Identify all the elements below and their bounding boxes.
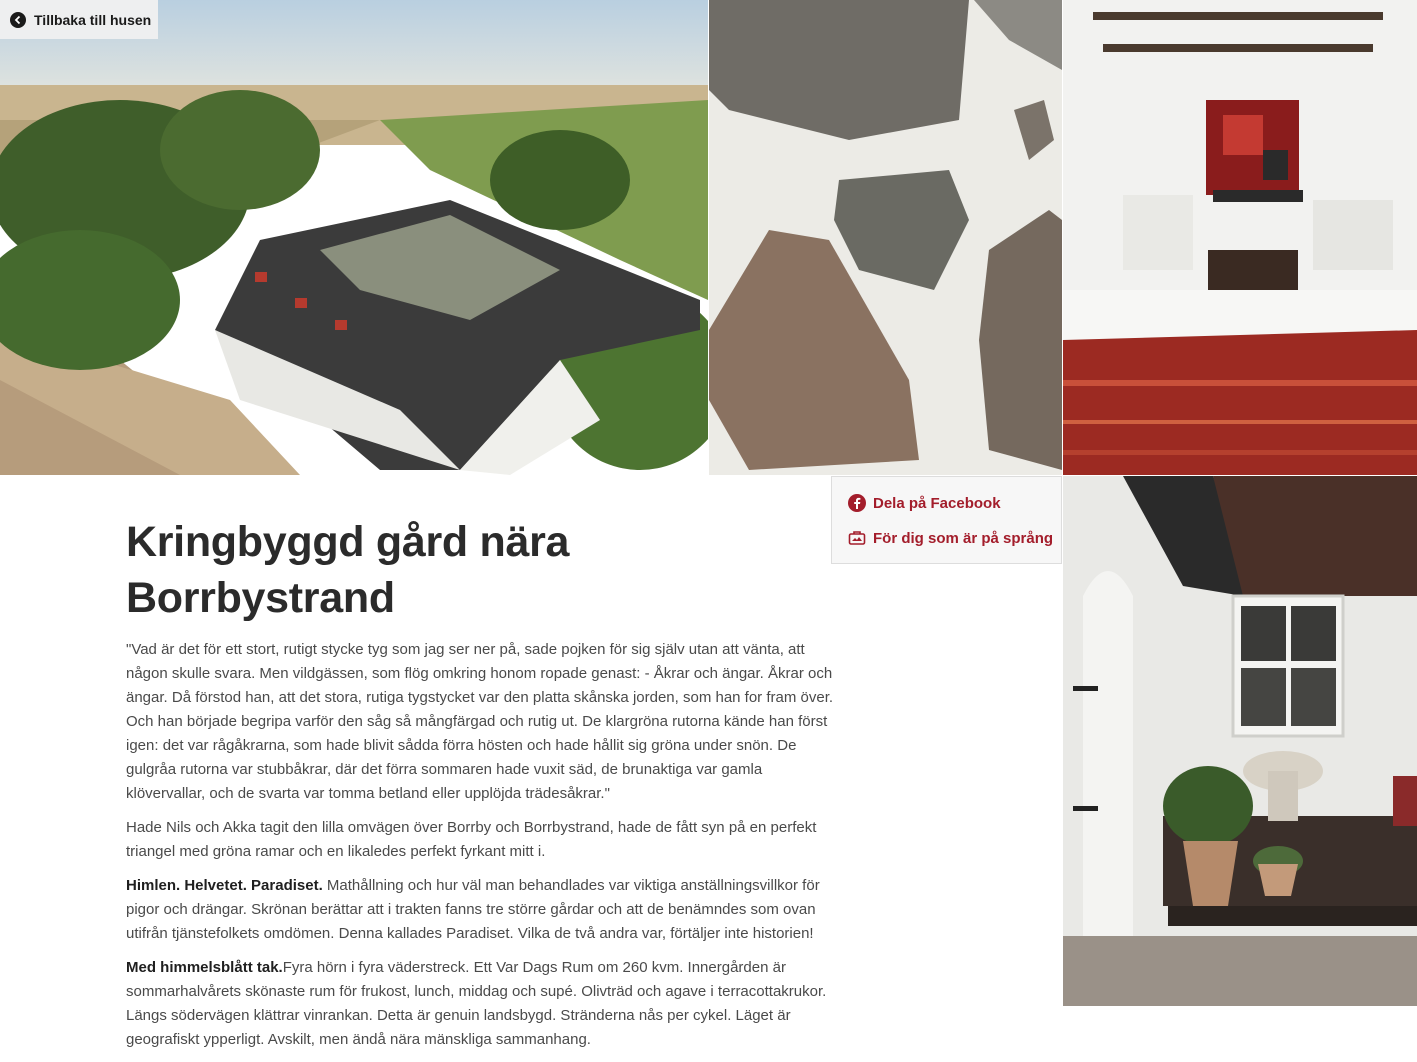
travel-info-link[interactable] [848, 528, 1061, 548]
page-title: Kringbyggd gård nära Borrbystrand [126, 518, 570, 622]
chevron-left-icon [10, 12, 26, 28]
article [126, 514, 838, 1062]
photo-stone-wall [709, 0, 1062, 475]
paragraph-body: Mathållning och hur väl man behandlades var viktiga anställningsvillkor för pigor och drängar. Skrönan berättar att i trakten fanns tre större gårdar och att de benämndes som ovan utifrån tjänstefolkets omdömen. Denna kallades Paradiset. Vilka de två andra var, förtäljer inte historien! [126, 877, 820, 942]
paragraph-lead: Med himmelsblått tak. [126, 959, 283, 976]
article-paragraph-paradise [126, 874, 838, 946]
article-paragraph-roof [126, 956, 838, 1052]
article-paragraph-quote: "Vad är det för ett stort, rutigt stycke tyg som jag ser ner på, sade pojken för sig själv utan att vänta, att någon skulle svara. Men vildgässen, som flög omkring honom ropade genast: - Åkrar och ängar. Åkrar och ängar. Då förstod han, att det stora, rutiga tygstycket var den platta skånska jorden, som han for fram över. Och han började begripa varför den såg så mångfärgad och rutig ut. De klargröna rutorna kände han först igen: det var rågåkrarna, som hade blivit sådda förra hösten och hade hållit sig gröna under snön. De gulgråa rutorna var stubbåkrar, där det förra sommaren hade vuxit säd, de brunaktiga var gamla klövervallar, och de svarta var tomma betland eller upplöjda trädesåkrar." [126, 641, 834, 802]
photo-living-room [1063, 0, 1417, 475]
photo-porch [1063, 476, 1417, 1006]
travel-icon [848, 529, 866, 547]
paragraph-lead: Himlen. Helvetet. Paradiset. [126, 877, 323, 894]
paragraph-body: Fyra hörn i fyra väderstreck. Ett Var Dags Rum om 260 kvm. Innergården är sommarhalvårets skönaste rum för frukost, lunch, middag och supé. Olivträd och agave i terracottakrukor. Längs södervägen klättrar vinrankan. Detta är genuin landsbygd. Stränderna nås per cykel. Läget är geografiskt ypperligt. Avskilt, men ändå nära mänskliga sammanhang. [126, 959, 827, 1048]
travel-info-label: För dig som är på språng [873, 529, 1054, 547]
back-button-label: Tillbaka till husen [34, 11, 152, 28]
facebook-icon [848, 494, 866, 512]
back-to-houses-button[interactable] [0, 0, 158, 39]
photo-aerial-farm [0, 0, 708, 475]
share-facebook-link[interactable] [848, 493, 1061, 513]
article-paragraph-intro: Hade Nils och Akka tagit den lilla omvägen över Borrby och Borrbystrand, hade de fått syn på en perfekt triangel med gröna ramar och en likaledes perfekt fyrkant mitt i. [126, 819, 817, 860]
share-panel [831, 476, 1062, 564]
share-facebook-label: Dela på Facebook [873, 494, 1001, 512]
